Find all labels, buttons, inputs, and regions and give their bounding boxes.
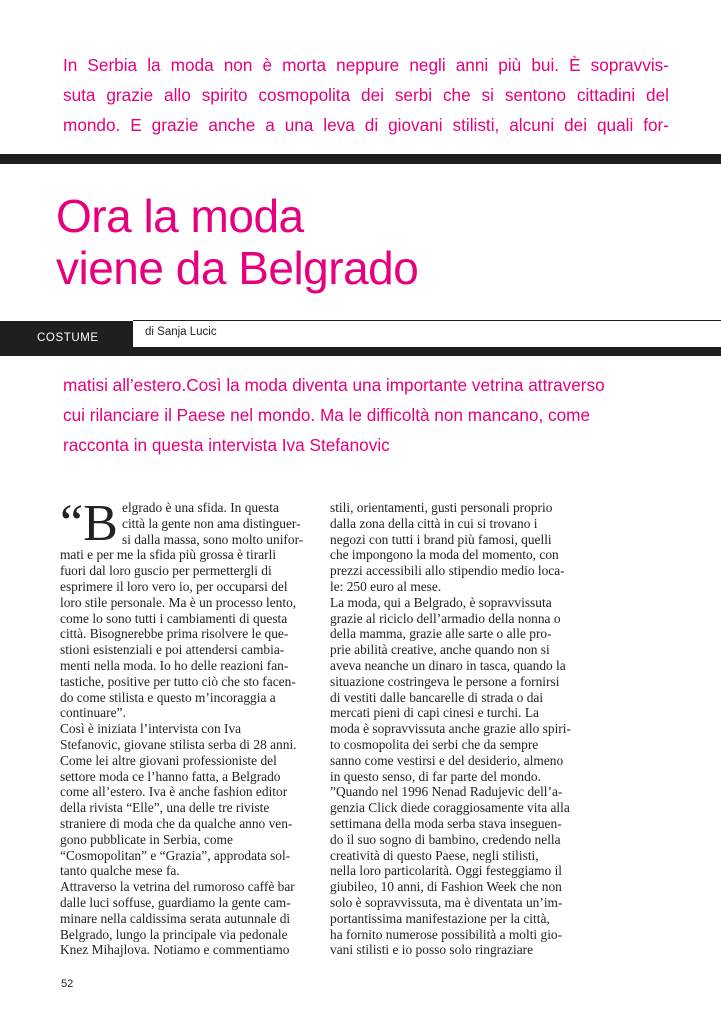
top-divider-bar: [0, 154, 721, 164]
text-line: genzia Click diede coraggiosamente vita alla: [330, 800, 570, 816]
body-column-left: [60, 495, 320, 958]
text-line: ”Quando nel 1996 Nenad Radujevic dell’a-: [330, 784, 563, 800]
column-text: [330, 500, 592, 958]
header-rule: [133, 320, 721, 321]
text-line: esprimere il loro vero io, per occuparsi del: [60, 578, 288, 594]
text-line: elgrado è una sfida. In questa: [122, 500, 279, 515]
title-line: Ora la moda: [56, 190, 304, 242]
intro-line: cui rilanciare il Paese nel mondo. Ma le difficoltà non mancano, come: [63, 405, 591, 425]
text-line: tanto qualche mese fa.: [60, 863, 180, 879]
text-line: to cosmopolita dei serbi che da sempre: [330, 736, 539, 752]
text-line: Così è iniziata l’intervista con Iva: [60, 721, 242, 737]
text-line: aveva neanche un dinaro in tasca, quando la: [330, 657, 566, 673]
text-line: città la gente non ama distinguer-: [122, 515, 301, 531]
text-line: situazione costringeva le persone a fornirsi: [330, 673, 560, 689]
text-line: in questo senso, di far parte del mondo.: [330, 768, 541, 784]
text-line: moda è sopravvissuta anche grazie allo spiri-: [330, 721, 571, 737]
text-line: ha fornito numerose possibilità a molti gio-: [330, 926, 563, 942]
text-line: negozi con tutti i brand più famosi, quelli: [330, 531, 552, 547]
text-line: do il suo sogno di bambino, credendo nella: [330, 831, 561, 847]
text-line: loro stile personale. Ma è un processo lento,: [60, 594, 297, 610]
text-line: sanno come vestirsi e del desiderio, almeno: [330, 752, 564, 768]
text-line: nella loro particolarità. Oggi festeggiamo il: [330, 863, 563, 879]
text-line: giubileo, 10 anni, di Fashion Week che non: [330, 879, 562, 895]
text-line: fuori dal loro guscio per permettergli di: [60, 563, 272, 579]
article-title: [56, 190, 418, 294]
text-line: creatività di questo Paese, negli stilisti,: [330, 847, 539, 863]
text-line: do come stilista e questo m’incoraggia a: [60, 689, 276, 705]
text-line: di vestiti dalle bancarelle di strada o dai: [330, 689, 544, 705]
text-line: Knez Mihajlova. Notiamo e commentiamo: [60, 942, 290, 958]
text-line: straniere di moda che da qualche anno ven-: [60, 815, 293, 831]
text-line: città. Bisognerebbe prima risolvere le que-: [60, 626, 289, 642]
body-column-right: [330, 500, 592, 958]
text-line: settore moda ce l’hanno fatta, a Belgrado: [60, 768, 281, 784]
text-line: le: 250 euro al mese.: [330, 578, 442, 594]
text-line: prezzi accessibili allo stipendio medio loca-: [330, 563, 565, 579]
byline: di Sanja Lucic: [145, 326, 217, 338]
header-bar: [133, 347, 721, 356]
title-line: viene da Belgrado: [56, 242, 419, 294]
text-line: Attraverso la vetrina del rumoroso caffè bar: [60, 879, 295, 895]
intro-line: racconta in questa intervista Iva Stefanovic: [63, 435, 390, 455]
intro-line: matisi all’estero.Così la moda diventa una importante vetrina attraverso: [63, 375, 605, 395]
text-line: stili, orientamenti, gusti personali proprio: [330, 500, 553, 515]
text-line: menti nella moda. Io ho delle reazioni fan-: [60, 657, 289, 673]
intro-lead-bottom: [63, 370, 669, 460]
text-line: tastiche, positive per tutto ciò che sto facen-: [60, 673, 296, 689]
text-line: come all’estero. Iva è anche fashion editor: [60, 784, 288, 800]
text-line: vani stilisti e io posso solo ringraziare: [330, 942, 534, 958]
text-line: della rivista “Elle”, una delle tre riviste: [60, 800, 270, 816]
text-line: come lo sono tutti i cambiamenti di questa: [60, 610, 288, 626]
text-line: mercati pieni di capi cinesi e turchi. La: [330, 705, 539, 721]
text-line: “Cosmopolitan” e “Grazia”, approdata sol-: [60, 847, 291, 863]
intro-line: mondo. E grazie anche a una leva di giovani stilisti, alcuni dei quali for-: [63, 115, 669, 135]
text-line: della mamma, grazie alle sarte o alle pro-: [330, 626, 552, 642]
text-line: mati e per me la sfida più grossa è tirarli: [60, 547, 277, 563]
text-line: prie abilità creative, anche quando non si: [330, 642, 550, 658]
text-line: gono pubblicate in Serbia, come: [60, 831, 233, 847]
text-line: Stefanovic, giovane stilista serba di 28 anni.: [60, 736, 297, 752]
intro-line: In Serbia la moda non è morta neppure negli anni più bui. È sopravvis-: [63, 55, 669, 75]
text-line: solo è sopravvissuta, ma è diventata un’im-: [330, 894, 563, 910]
page-number: 52: [61, 978, 74, 990]
intro-lead-top: [63, 50, 669, 140]
text-line: settimana della moda serba stava inseguen-: [330, 815, 562, 831]
text-line: La moda, qui a Belgrado, è sopravvissuta: [330, 594, 552, 610]
text-line: dalla zona della città in cui si trovano i: [330, 515, 538, 531]
section-label: COSTUME: [37, 332, 99, 344]
text-line: che impongono la moda del momento, con: [330, 547, 559, 563]
text-line: dalle luci soffuse, guardiamo la gente cam-: [60, 894, 291, 910]
text-line: portantissima manifestazione per la città,: [330, 910, 550, 926]
intro-line: suta grazie allo spirito cosmopolita dei serbi che si sentono cittadini del: [63, 85, 669, 105]
text-line: grazie al riciclo dell’armadio della nonna o: [330, 610, 561, 626]
text-line: si dalla massa, sono molto unifor-: [122, 531, 304, 547]
column-text: [60, 495, 320, 958]
text-line: Belgrado, lungo la principale via pedonale: [60, 926, 288, 942]
text-line: stioni esistenziali e poi attendersi cambia-: [60, 642, 285, 658]
text-line: continuare”.: [60, 705, 126, 721]
text-line: Come lei altre giovani professioniste del: [60, 752, 277, 768]
text-line: minare nella caldissima serata autunnale di: [60, 910, 291, 926]
drop-cap: “B: [60, 495, 118, 552]
